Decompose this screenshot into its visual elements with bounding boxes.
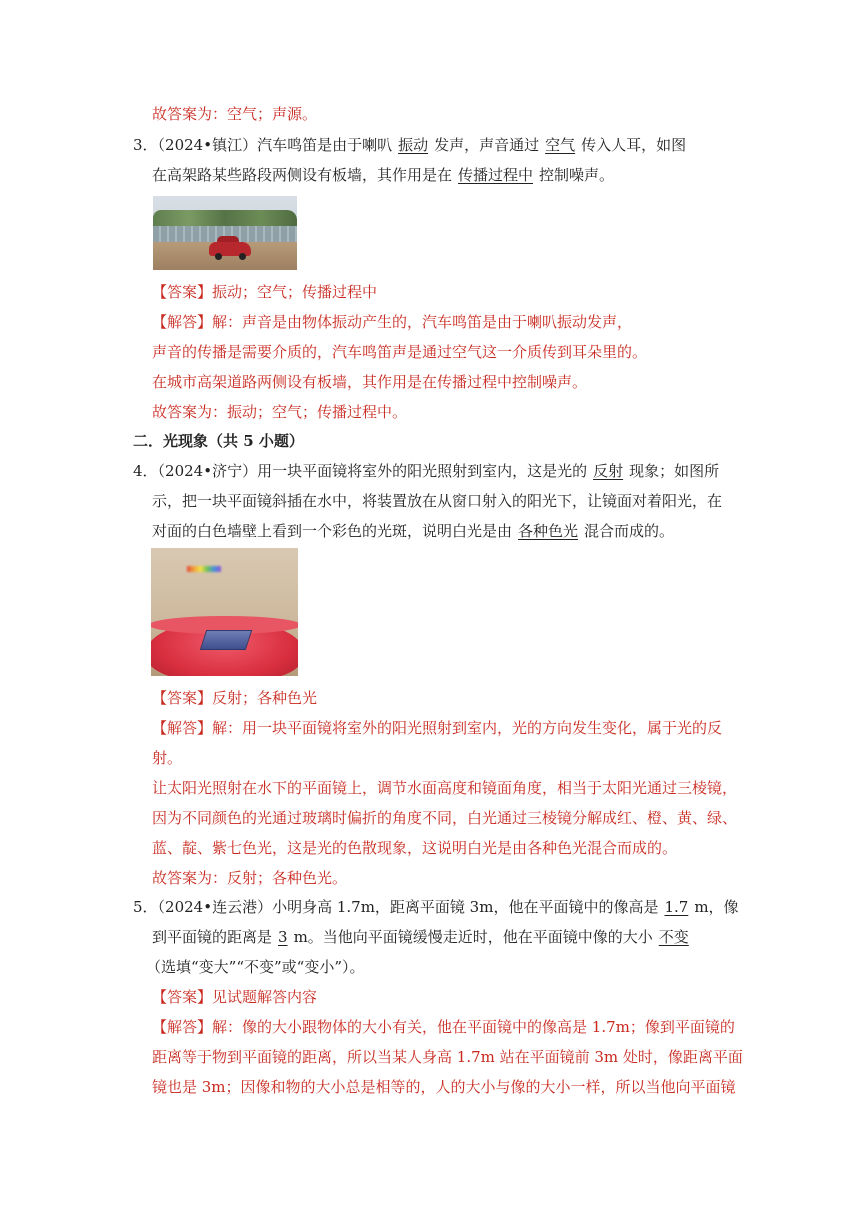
blank-answer: 不变 [658,928,689,946]
question-4-line-2: 示，把一块平面镜斜插在水中，将装置放在从窗口射入的阳光下，让镜面对着阳光，在 [152,492,723,510]
blank-answer: 空气 [545,136,576,154]
question-5-line-2: 到平面镜的距离是 3 m。当他向平面镜缓慢走近时，他在平面镜中像的大小 不变 [152,927,695,947]
blank-answer: 振动 [398,136,429,154]
section-heading: 二．光现象（共 5 小题） [133,432,304,450]
road-noise-barrier-photo [153,196,297,270]
blank-answer: 3 [278,928,288,946]
mirror-basin-photo [151,548,298,676]
question-5-line-1: 5．（2024•连云港）小明身高 1.7m，距离平面镜 3m，他在平面镜中的像高是 1.7 m，像 [133,898,739,916]
question-5-line-3: （选填“变大”“不变”或“变小”）。 [146,958,365,976]
question-4-explanation-1: 【解答】解：用一块平面镜将室外的阳光照射到室内，光的方向发生变化，属于光的反 [152,719,723,737]
question-4-explanation-5: 蓝、靛、紫七色光，这是光的色散现象，这说明白光是由各种色光混合而成的。 [152,839,678,857]
question-4-answer: 【答案】反射；各种色光 [152,689,318,707]
question-3-explanation-3: 在城市高架道路两侧设有板墙，其作用是在传播过程中控制噪声。 [152,373,588,391]
blank-answer: 各种色光 [518,522,579,540]
question-3-line-1: 3．（2024•镇江）汽车鸣笛是由于喇叭 振动 发声，声音通过 空气 传入人耳，如图 [133,136,687,154]
question-4-line-1: 4．（2024•济宁）用一块平面镜将室外的阳光照射到室内，这是光的 反射 现象；如图所 [133,462,720,480]
question-5-explanation-1: 【解答】解：像的大小跟物体的大小有关，他在平面镜中的像高是 1.7m；像到平面镜的 [152,1018,735,1036]
question-5-explanation-3: 镜也是 3m；因像和物的大小总是相等的，人的大小与像的大小一样，所以当他向平面镜 [152,1078,736,1096]
question-4-explanation-4: 因为不同颜色的光通过玻璃时偏折的角度不同，白光通过三棱镜分解成红、橙、黄、绿、 [152,809,738,827]
question-3-final-answer: 故答案为：振动；空气；传播过程中。 [152,403,408,421]
question-4-explanation-2: 射。 [152,749,183,767]
question-4-final-answer: 故答案为：反射；各种色光。 [152,869,348,887]
blank-answer: 反射 [593,462,624,480]
question-3-answer: 【答案】振动；空气；传播过程中 [152,283,378,301]
question-4-line-3: 对面的白色墙壁上看到一个彩色的光斑，说明白光是由 各种色光 混合而成的。 [152,522,675,540]
prev-final-answer: 故答案为：空气；声源。 [152,105,318,123]
question-3-explanation-1: 【解答】解：声音是由物体振动产生的，汽车鸣笛是由于喇叭振动发声， [152,313,633,331]
question-3-explanation-2: 声音的传播是需要介质的，汽车鸣笛声是通过空气这一介质传到耳朵里的。 [152,343,648,361]
blank-answer: 传播过程中 [458,166,534,184]
blank-answer: 1.7 [664,898,689,916]
question-5-explanation-2: 距离等于物到平面镜的距离，所以当某人身高 1.7m 站在平面镜前 3m 处时，像距离平面 [152,1048,743,1066]
question-4-explanation-3: 让太阳光照射在水下的平面镜上，调节水面高度和镜面角度，相当于太阳光通过三棱镜， [152,779,738,797]
question-3-line-2: 在高架路某些路段两侧设有板墙，其作用是在 传播过程中 控制噪声。 [152,166,615,184]
question-5-answer: 【答案】见试题解答内容 [152,988,318,1006]
